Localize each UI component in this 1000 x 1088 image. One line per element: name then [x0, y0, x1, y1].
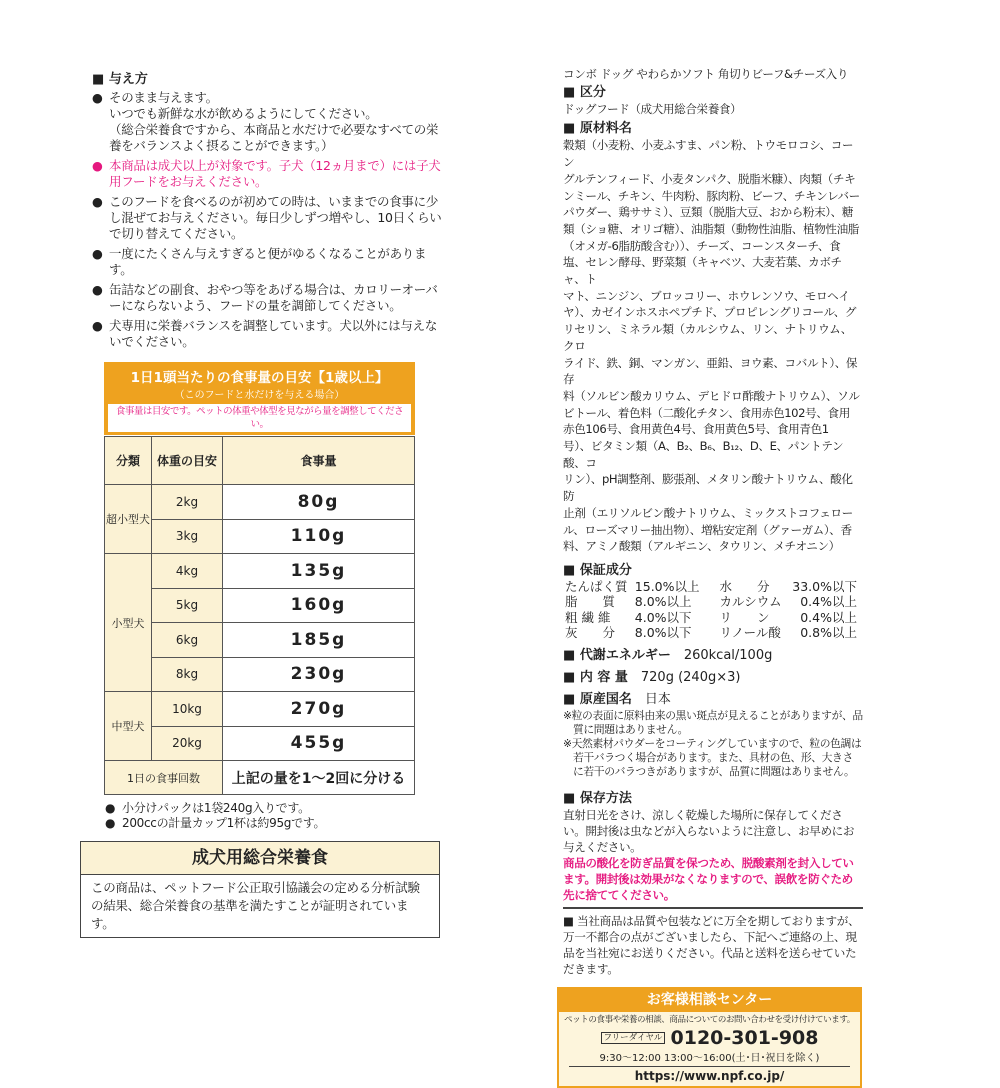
analysis-row: [563, 625, 859, 641]
analysis-row: [563, 594, 859, 610]
origin-row: [563, 691, 863, 709]
ingredients-line: 号）、ビタミン類（A、B₂、B₆、B₁₂、D、E、パントテン酸、コ: [563, 439, 844, 470]
food-amount: 110g: [223, 519, 415, 554]
origin-value: 日本: [644, 691, 671, 707]
times-label: 1日の食事回数: [105, 761, 223, 795]
times-value: 上記の量を1～2回に分ける: [223, 761, 415, 795]
feeding-table-subtitle: （このフードと水だけを与える場合）: [174, 390, 345, 401]
left-column: [92, 72, 442, 938]
feeding-section: [92, 72, 442, 350]
food-amount: 185g: [223, 623, 415, 658]
feeding-item: ● 缶詰などの副食、おやつ等をあげる場合は、カロリーオーバーにならないよう、フードの量を調節してください。: [92, 282, 442, 314]
guarantee-body: 当社商品は品質や包装などに万全を期しておりますが、万一不都合の点がございましたら、下記へご連絡の上、現品を当社宛にお送りください。代品と送料を送らせていただきます。: [563, 913, 860, 976]
food-amount: 135g: [223, 554, 415, 589]
food-amount: 230g: [223, 657, 415, 692]
ingredients-line: 料（ソルビン酸カリウム、デヒドロ酢酸ナトリウム）、ソル: [563, 388, 860, 403]
ingredients-heading: ■ 原材料名: [563, 121, 863, 137]
body-weight: 4kg: [152, 554, 223, 589]
energy-row: [563, 647, 863, 665]
product-info: [563, 66, 863, 1088]
body-weight: 20kg: [152, 726, 223, 761]
analysis-value: 0.4%以上: [800, 594, 857, 610]
ingredients-line: グルテンフィード、小麦タンパク、脱脂米糠）、肉類（チキ: [563, 171, 856, 186]
analysis-label: 灰 分: [565, 625, 616, 641]
analysis-row: [563, 579, 859, 595]
website-link[interactable]: https://www.npf.co.jp/: [634, 1068, 785, 1083]
product-name: コンボ ドッグ やわらかソフト 角切りビーフ&チーズ入り: [563, 67, 849, 81]
ingredients-line: ビトール、着色料（二酸化チタン、食用赤色102号、食用: [563, 405, 850, 420]
feeding-item: ● このフードを食べるのが初めての時は、いままでの食事に少し混ぜてお与えください。毎日少しずつ増やし、10日くらいで切り替えてください。: [92, 194, 442, 242]
ingredients-line: 料、アミノ酸類（アルギニン、タウリン、メチオニン）: [563, 539, 840, 554]
phone-number[interactable]: 0120-301-908: [670, 1026, 819, 1049]
body-weight: 10kg: [152, 692, 223, 727]
ingredients-line: マト、ニンジン、ブロッコリー、ホウレンソウ、モロヘイ: [563, 288, 850, 303]
feeding-item: ● そのまま与えます。 いつでも新鮮な水が飲めるようにしてください。 （総合栄養食ですから、本商品と水だけで必要なすべての栄養をバランスよく摂ることができます。）: [92, 90, 442, 154]
ingredients-line: ヤ）、カゼインホスホペプチド、プロピレングリコール、グ: [563, 305, 857, 320]
analysis-value: 4.0%以下: [634, 609, 692, 625]
analysis-table: [563, 579, 859, 641]
pack-note: ● 200ccの計量カップ1杯は約95gです。: [105, 816, 442, 831]
table-row: [105, 623, 415, 658]
pack-notes: [105, 801, 442, 831]
category-heading: ■ 区分: [563, 85, 863, 101]
table-header-cell: 食事量: [223, 437, 415, 485]
body-weight: 3kg: [152, 519, 223, 554]
pack-note: ● 小分けパックは1袋240g入りです。: [105, 801, 442, 816]
body-weight: 2kg: [152, 485, 223, 520]
food-amount: 270g: [223, 692, 415, 727]
feeding-heading: ■ 与え方: [92, 72, 442, 88]
ingredients-line: ライド、鉄、銅、マンガン、亜鉛、ヨウ素、コバルト）、保存: [563, 355, 858, 387]
ingredients-line: リン）、pH調整剤、膨張剤、メタリン酸ナトリウム、酸化防: [563, 472, 853, 504]
analysis-label: カルシウム: [719, 594, 782, 610]
free-dial-badge: フリーダイヤル: [601, 1032, 666, 1044]
phone-row: [559, 1027, 860, 1049]
energy-value: 260kcal/100g: [683, 647, 773, 663]
ingredients-line: 類（ショ糖、オリゴ糖）、油脂類（動物性油脂、植物性油脂: [563, 221, 859, 236]
storage-heading: ■ 保存方法: [563, 791, 863, 807]
ingredients-text: [563, 137, 863, 555]
analysis-label: リ ン: [719, 609, 770, 625]
contact-desc: ペットの食事や栄養の相談、商品についてのお問い合わせを受け付けています。: [564, 1014, 855, 1025]
food-amount: 160g: [223, 588, 415, 623]
table-header-row: [105, 437, 415, 485]
analysis-value: 8.0%以下: [634, 625, 692, 641]
feeding-table-note: 食事量は目安です。ペットの体重や体型を見ながら量を調整してください。: [108, 404, 411, 432]
content-row: [563, 669, 863, 687]
guarantee-text: [563, 913, 863, 977]
dog-size-category: 小型犬: [105, 554, 152, 692]
analysis-heading: ■ 保証成分: [563, 563, 863, 579]
contact-title: お客様相談センター: [559, 989, 860, 1012]
body-weight: 8kg: [152, 657, 223, 692]
analysis-value: 0.4%以上: [800, 609, 857, 625]
ingredients-line: 塩、セレン酵母、野菜類（キャベツ、大麦若葉、カボチャ、ト: [563, 255, 842, 287]
analysis-label: リノール酸: [719, 625, 781, 641]
square-bullet-icon: ■: [563, 913, 578, 928]
dog-size-category: 中型犬: [105, 692, 152, 761]
ingredients-line: パウダー、鶏ササミ）、豆類（脱脂大豆、おから粉末）、糖: [563, 205, 854, 220]
content-value: 720g (240g×3): [640, 669, 741, 685]
table-row: [105, 485, 415, 520]
content-heading: ■ 内 容 量: [563, 670, 628, 685]
category-value: ドッグフード（成犬用総合栄養食）: [563, 101, 742, 116]
origin-note: ※天然素材パウダーをコーティングしていますので、粒の色調は若干バラつく場合があります。また、具材の色、形、大きさに若干のバラつきがありますが、品質に問題はありません。: [563, 736, 862, 778]
feeding-table-title: 1日1頭当たりの食事量の目安【1歳以上】: [130, 370, 389, 386]
certification-box: [80, 841, 440, 938]
body-weight: 6kg: [152, 623, 223, 658]
analysis-value: 33.0%以下: [792, 578, 857, 594]
ingredients-line: 穀類（小麦粉、小麦ふすま、パン粉、トウモロコシ、コーン: [563, 138, 854, 170]
table-row: [105, 726, 415, 761]
table-row: [105, 692, 415, 727]
analysis-value: 0.8%以上: [800, 625, 857, 641]
origin-note: ※粒の表面に原料由来の黒い斑点が見えることがありますが、品質に問題はありません。: [563, 708, 863, 736]
ingredients-line: （オメガ-6脂肪酸含む））、チーズ、コーンスターチ、食: [563, 238, 841, 253]
storage-warning: 商品の酸化を防ぎ品質を保つため、脱酸素剤を封入しています。開封後は効果がなくなりますので、誤飲を防ぐため先に捨ててください。: [563, 855, 863, 909]
feeding-table-header: [104, 362, 415, 435]
analysis-value: 15.0%以上: [634, 578, 700, 594]
feeding-item: ● 犬専用に栄養バランスを調整しています。犬以外には与えないでください。: [92, 318, 442, 350]
analysis-label: 脂 質: [565, 594, 616, 610]
ingredients-line: 止剤（エリソルビン酸ナトリウム、ミックストコフェロー: [563, 505, 853, 520]
times-row: [105, 761, 415, 795]
analysis-label: 水 分: [719, 578, 770, 594]
ingredients-line: リセリン、ミネラル類（カルシウム、リン、ナトリウム、クロ: [563, 322, 852, 353]
dog-size-category: 超小型犬: [105, 485, 152, 554]
storage-text: 直射日光をさけ、涼しく乾燥した場所に保存してください。開封後は虫などが入らないように注意し、お早めにお与えください。: [563, 807, 855, 854]
analysis-label: たんぱく質: [565, 578, 628, 594]
feeding-item: ● 本商品は成犬以上が対象です。子犬（12ヵ月まで）には子犬用フードをお与えください。: [92, 158, 442, 190]
analysis-label: 粗 繊 維: [565, 609, 611, 625]
origin-heading: ■ 原産国名: [563, 692, 632, 707]
analysis-value: 8.0%以上: [634, 594, 692, 610]
contact-box: [557, 987, 862, 1088]
ingredients-line: ンミール、チキン、牛肉粉、豚肉粉、ビーフ、チキンレバー: [563, 188, 860, 203]
ingredients-line: 赤色106号、食用黄色4号、食用黄色5号、食用青色1: [563, 422, 829, 437]
table-row: [105, 588, 415, 623]
table-header-cell: 体重の目安: [152, 437, 223, 485]
table-row: [105, 519, 415, 554]
food-amount: 80g: [223, 485, 415, 520]
food-amount: 455g: [223, 726, 415, 761]
feeding-table: [104, 436, 415, 795]
table-header-cell: 分類: [105, 437, 152, 485]
certification-text: この商品は、ペットフード公正取引協議会の定める分析試験の結果、総合栄養食の基準を満たすことが証明されています。: [91, 880, 420, 931]
body-weight: 5kg: [152, 588, 223, 623]
table-row: [105, 657, 415, 692]
feeding-item: ● 一度にたくさん与えすぎると便がゆるくなることがあります。: [92, 246, 442, 278]
ingredients-line: ル、ローズマリー抽出物）、増粘安定剤（グァーガム）、香: [563, 522, 852, 537]
table-row: [105, 554, 415, 589]
energy-heading: ■ 代謝エネルギー: [563, 648, 671, 663]
contact-hours: 9:30～12:00 13:00～16:00(土･日･祝日を除く): [569, 1049, 850, 1067]
analysis-row: [563, 610, 859, 626]
feeding-list: [92, 90, 442, 350]
certification-title: 成犬用総合栄養食: [81, 842, 439, 875]
